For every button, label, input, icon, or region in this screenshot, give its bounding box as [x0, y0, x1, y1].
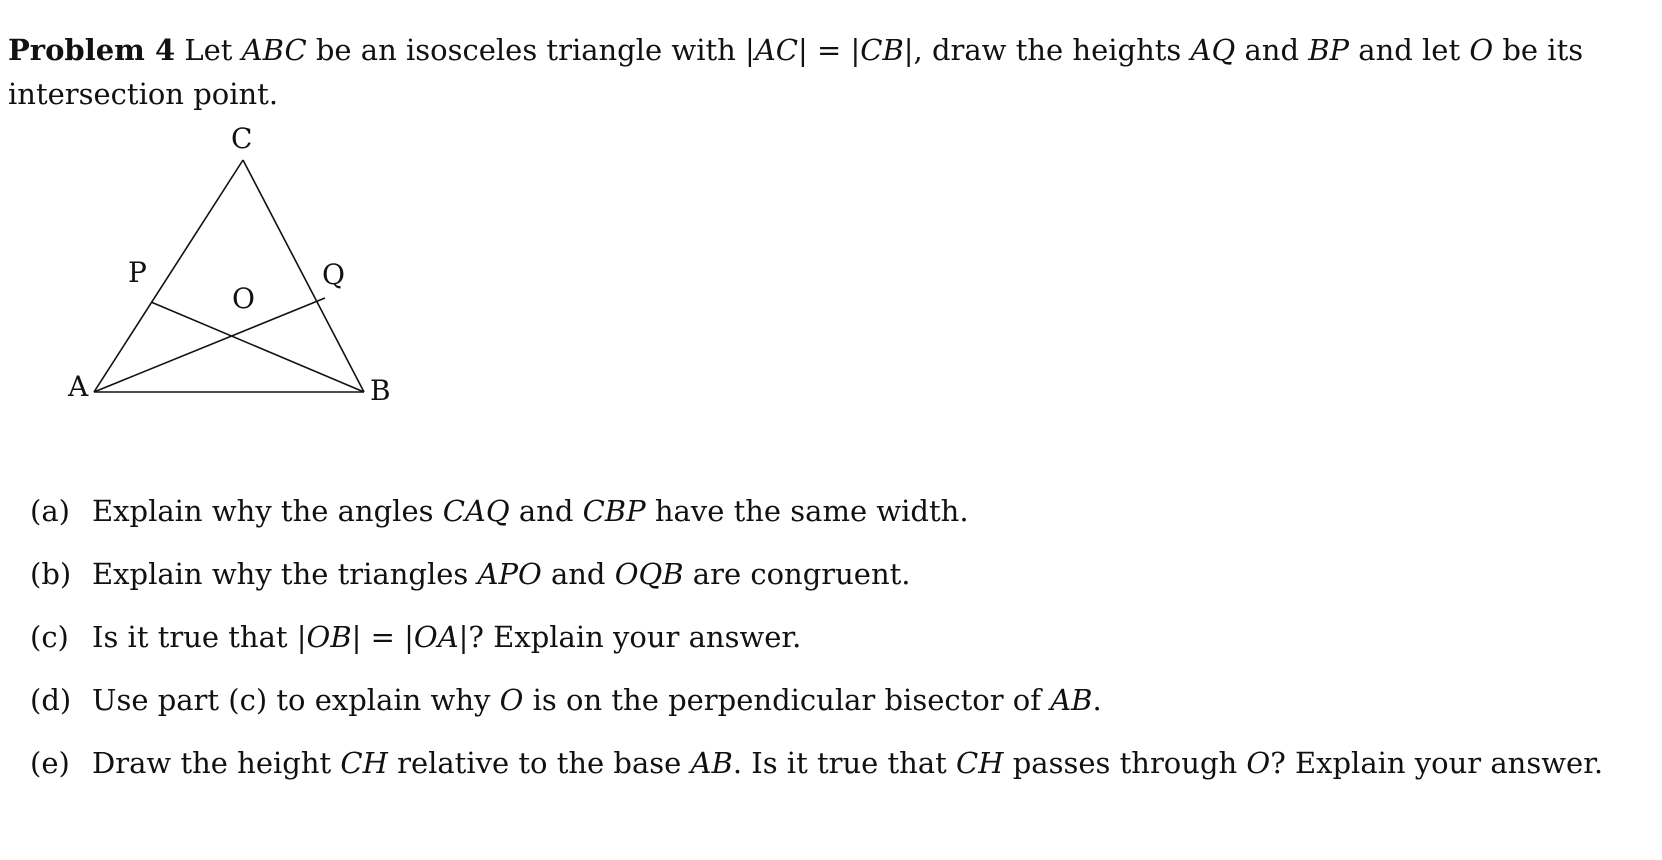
text-run: | = | — [351, 620, 414, 654]
problem-text-run: be its intersection point. — [8, 33, 1584, 111]
math-expression: O — [499, 683, 524, 717]
part-text — [92, 616, 1622, 658]
height-aq — [94, 298, 325, 392]
math-expression: O — [1246, 746, 1271, 780]
part-label: (d) — [30, 683, 72, 717]
part-text — [92, 742, 1622, 784]
part-label: (c) — [30, 620, 69, 654]
text-run: . — [1092, 683, 1102, 717]
math-abc: ABC — [241, 33, 307, 67]
math-ac: AC — [754, 33, 798, 67]
math-expression: APO — [477, 557, 542, 591]
vertex-label-p: P — [128, 256, 147, 289]
math-cb: CB — [860, 33, 904, 67]
height-bp — [151, 302, 364, 392]
text-run: passes through — [1003, 746, 1247, 780]
part-label: (e) — [30, 746, 70, 780]
math-expression: CAQ — [442, 494, 510, 528]
problem-text-run: |, draw the heights — [903, 33, 1191, 67]
problem-text-run: be an isosceles triangle with | — [306, 33, 755, 67]
math-expression: CH — [956, 746, 1004, 780]
math-o: O — [1469, 33, 1494, 67]
math-expression: CBP — [582, 494, 646, 528]
text-run: are congruent. — [683, 557, 911, 591]
math-expression: OA — [413, 620, 459, 654]
text-run: ? Explain your answer. — [1270, 746, 1604, 780]
vertex-label-o: O — [232, 282, 255, 315]
math-expression: OB — [306, 620, 352, 654]
text-run: Is it true that | — [92, 620, 307, 654]
text-run: Use part (c) to explain why — [92, 683, 500, 717]
problem-text-run: | = | — [797, 33, 861, 67]
math-aq: AQ — [1190, 33, 1236, 67]
problem-text-run: and let — [1349, 33, 1470, 67]
part-text — [92, 553, 1622, 595]
problem-statement — [8, 28, 1628, 116]
text-run: is on the perpendicular bisector of — [523, 683, 1051, 717]
triangle-figure — [60, 120, 420, 420]
vertex-label-q: Q — [322, 258, 345, 291]
math-bp: BP — [1308, 33, 1350, 67]
text-run: and — [541, 557, 615, 591]
math-expression: CH — [340, 746, 388, 780]
vertex-label-c: C — [231, 122, 253, 155]
problem-heading: Problem 4 — [8, 33, 176, 67]
part-text — [92, 679, 1622, 721]
math-expression: AB — [690, 746, 733, 780]
problem-text-run: and — [1235, 33, 1309, 67]
text-run: Draw the height — [92, 746, 341, 780]
problem-text-run: Let — [175, 33, 242, 67]
text-run: Explain why the angles — [92, 494, 443, 528]
vertex-label-b: B — [370, 374, 391, 407]
text-run: have the same width. — [645, 494, 969, 528]
text-run: Explain why the triangles — [92, 557, 478, 591]
math-expression: AB — [1050, 683, 1093, 717]
side-bc — [243, 160, 364, 392]
part-text — [92, 490, 1622, 532]
text-run: . Is it true that — [732, 746, 957, 780]
text-run: |? Explain your answer. — [458, 620, 802, 654]
part-label: (a) — [30, 494, 70, 528]
side-ac — [94, 160, 243, 392]
vertex-label-a: A — [68, 370, 89, 403]
math-expression: OQB — [614, 557, 684, 591]
text-run: and — [509, 494, 583, 528]
text-run: relative to the base — [387, 746, 691, 780]
part-label: (b) — [30, 557, 72, 591]
